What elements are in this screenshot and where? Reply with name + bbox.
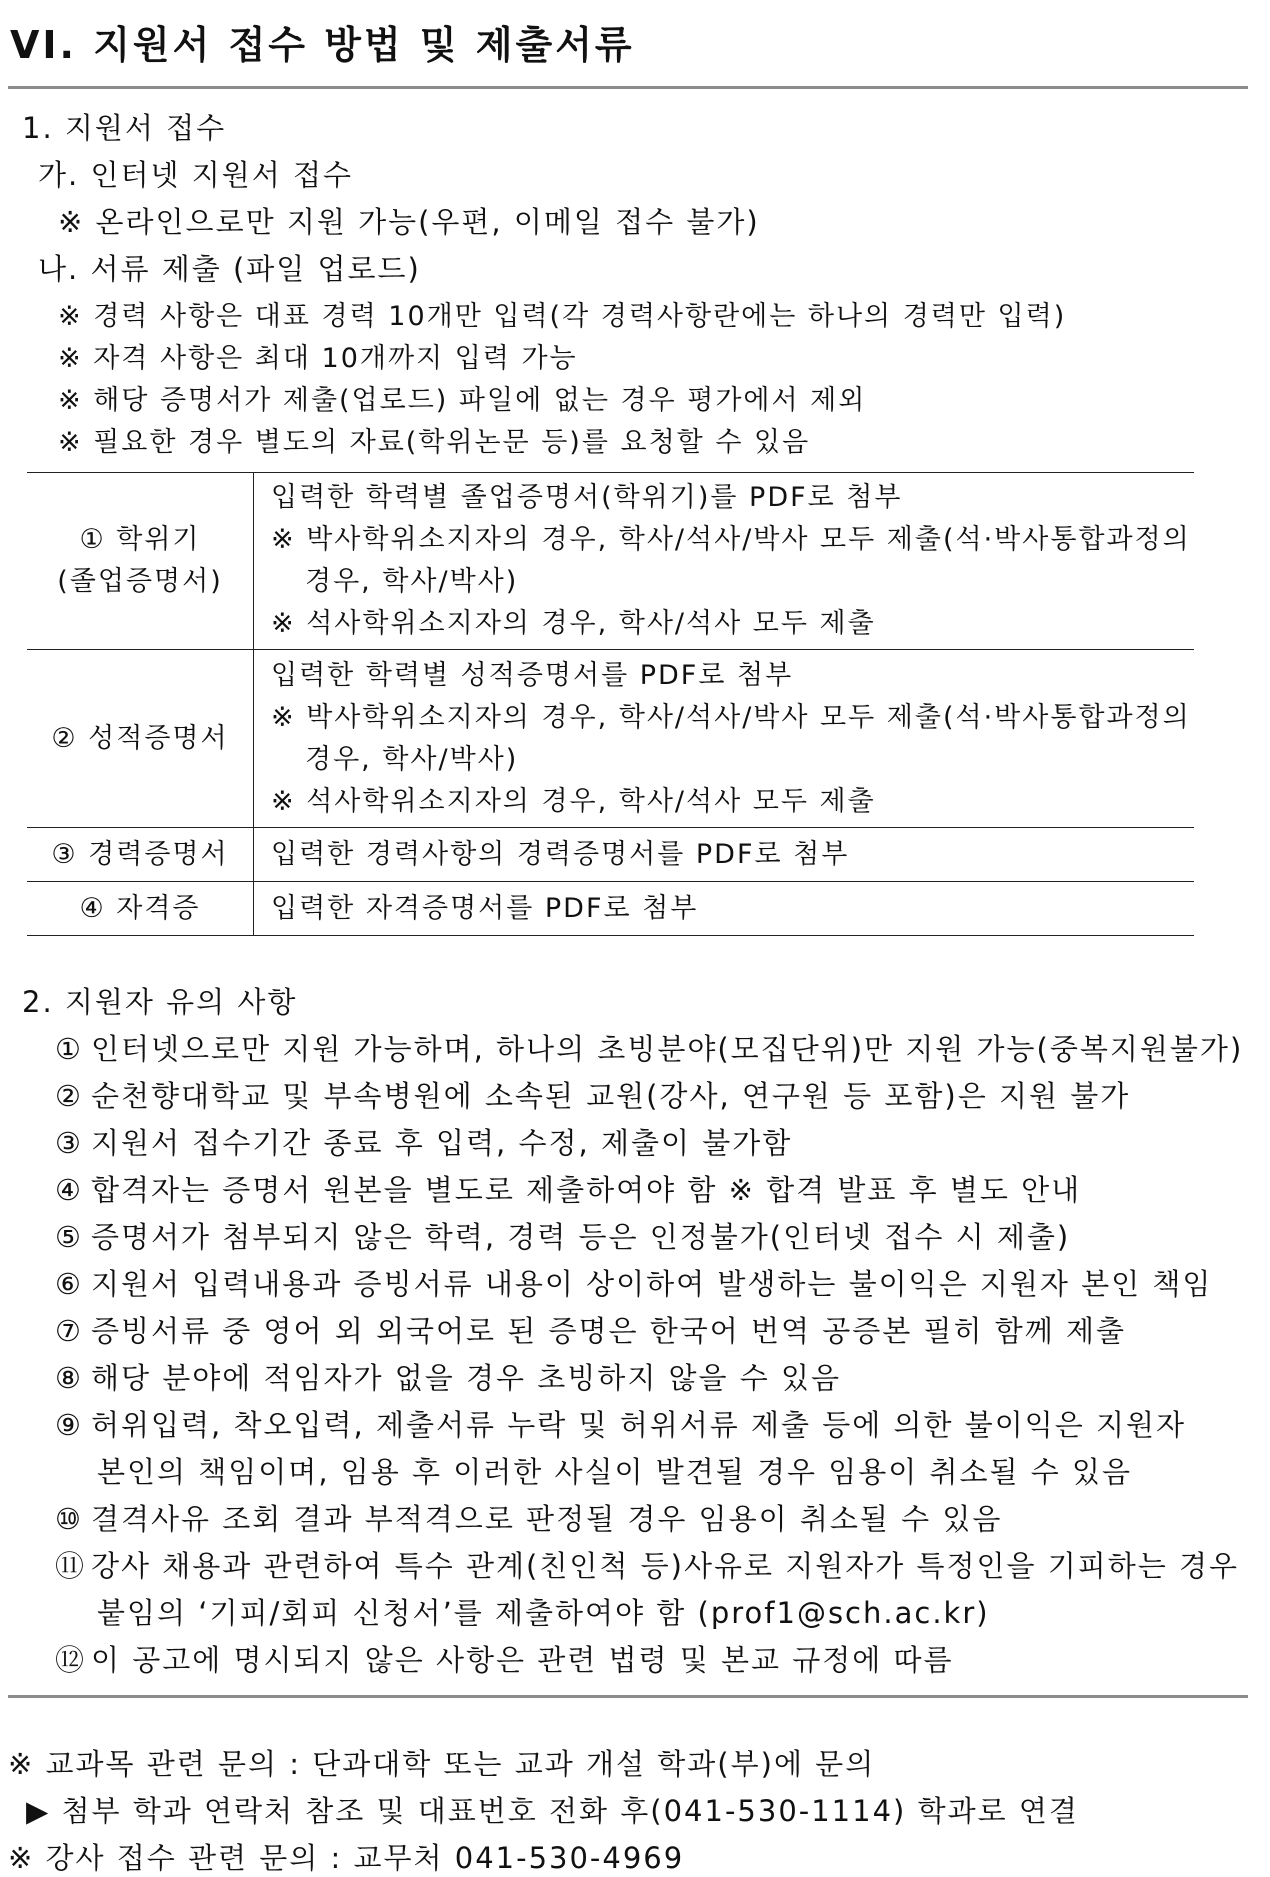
page-title: VI. 지원서 접수 방법 및 제출서류 xyxy=(10,23,635,67)
title-divider xyxy=(8,86,1248,89)
table-row-description: 입력한 학력별 성적증명서를 PDF로 첨부 ※ 박사학위소지자의 경우, 학사/석사/박사 모두 제출(석·박사통합과정의 경우, 학사/박사) ※ 석사학위소지자의 경우, 학사/석사 모두 제출 xyxy=(254,650,1195,828)
required-documents-table xyxy=(27,472,1194,936)
list-item: ⑫ 이 공고에 명시되지 않은 사항은 관련 법령 및 본교 규정에 따름 xyxy=(55,1643,954,1677)
list-item-continuation: 붙임의 ‘기피/회피 신청서’를 제출하여야 함 (prof1@sch.ac.kr) xyxy=(97,1596,990,1630)
footer-contact-note: ※ 교과목 관련 문의 : 단과대학 또는 교과 개설 학과(부)에 문의 xyxy=(8,1747,876,1781)
table-row xyxy=(27,650,1194,828)
list-item: ⑪ 강사 채용과 관련하여 특수 관계(친인척 등)사유로 지원자가 특정인을 기피하는 경우 xyxy=(55,1549,1240,1583)
table-row-label: ③ 경력증명서 xyxy=(27,828,254,882)
list-item: ⑧ 해당 분야에 적임자가 없을 경우 초빙하지 않을 수 있음 xyxy=(55,1361,842,1395)
subsection-a-note: ※ 온라인으로만 지원 가능(우편, 이메일 접수 불가) xyxy=(58,205,760,239)
list-item: ⑥ 지원서 입력내용과 증빙서류 내용이 상이하여 발생하는 불이익은 지원자 본인 책임 xyxy=(55,1267,1213,1301)
table-row xyxy=(27,828,1194,882)
subsection-b-note: ※ 경력 사항은 대표 경력 10개만 입력(각 경력사항란에는 하나의 경력만 입력) xyxy=(58,301,1067,332)
list-item: ② 순천향대학교 및 부속병원에 소속된 교원(강사, 연구원 등 포함)은 지원 불가 xyxy=(55,1079,1131,1113)
table-row-description: 입력한 경력사항의 경력증명서를 PDF로 첨부 xyxy=(254,828,1195,882)
subsection-b-note: ※ 자격 사항은 최대 10개까지 입력 가능 xyxy=(58,343,578,374)
table-row xyxy=(27,882,1194,936)
subsection-b-note: ※ 해당 증명서가 제출(업로드) 파일에 없는 경우 평가에서 제외 xyxy=(58,385,867,416)
section-1-heading: 1. 지원서 접수 xyxy=(22,111,227,145)
table-row xyxy=(27,473,1194,650)
table-row-description: 입력한 자격증명서를 PDF로 첨부 xyxy=(254,882,1195,936)
subsection-b-note: ※ 필요한 경우 별도의 자료(학위논문 등)를 요청할 수 있음 xyxy=(58,427,811,458)
list-item-continuation: 본인의 책임이며, 임용 후 이러한 사실이 발견될 경우 임용이 취소될 수 있음 xyxy=(97,1455,1133,1489)
footer-divider xyxy=(8,1695,1248,1698)
table-row-label: ② 성적증명서 xyxy=(27,650,254,828)
list-item: ⑤ 증명서가 첨부되지 않은 학력, 경력 등은 인정불가(인터넷 접수 시 제출) xyxy=(55,1220,1071,1254)
subsection-a-heading: 가. 인터넷 지원서 접수 xyxy=(38,158,353,192)
section-2-heading: 2. 지원자 유의 사항 xyxy=(22,985,298,1019)
list-item: ④ 합격자는 증명서 원본을 별도로 제출하여야 함 ※ 합격 발표 후 별도 안내 xyxy=(55,1173,1082,1207)
subsection-b-heading: 나. 서류 제출 (파일 업로드) xyxy=(38,252,421,286)
footer-contact-detail: ▶ 첨부 학과 연락처 참조 및 대표번호 전화 후(041-530-1114) 학과로 연결 xyxy=(26,1794,1079,1828)
list-item: ⑨ 허위입력, 착오입력, 제출서류 누락 및 허위서류 제출 등에 의한 불이익은 지원자 xyxy=(55,1408,1187,1442)
list-item: ⑦ 증빙서류 중 영어 외 외국어로 된 증명은 한국어 번역 공증본 필히 함께 제출 xyxy=(55,1314,1127,1348)
list-item: ⑩ 결격사유 조회 결과 부적격으로 판정될 경우 임용이 취소될 수 있음 xyxy=(55,1502,1003,1536)
list-item: ① 인터넷으로만 지원 가능하며, 하나의 초빙분야(모집단위)만 지원 가능(중복지원불가) xyxy=(55,1032,1244,1066)
table-row-label: ④ 자격증 xyxy=(27,882,254,936)
list-item: ③ 지원서 접수기간 종료 후 입력, 수정, 제출이 불가함 xyxy=(55,1126,793,1160)
footer-contact-note: ※ 강사 접수 관련 문의 : 교무처 041-530-4969 xyxy=(8,1841,685,1875)
table-row-description: 입력한 학력별 졸업증명서(학위기)를 PDF로 첨부 ※ 박사학위소지자의 경우, 학사/석사/박사 모두 제출(석·박사통합과정의 경우, 학사/박사) ※ 석사학위소지자의 경우, 학사/석사 모두 제출 xyxy=(254,473,1195,650)
table-row-label: ① 학위기 (졸업증명서) xyxy=(27,473,254,650)
